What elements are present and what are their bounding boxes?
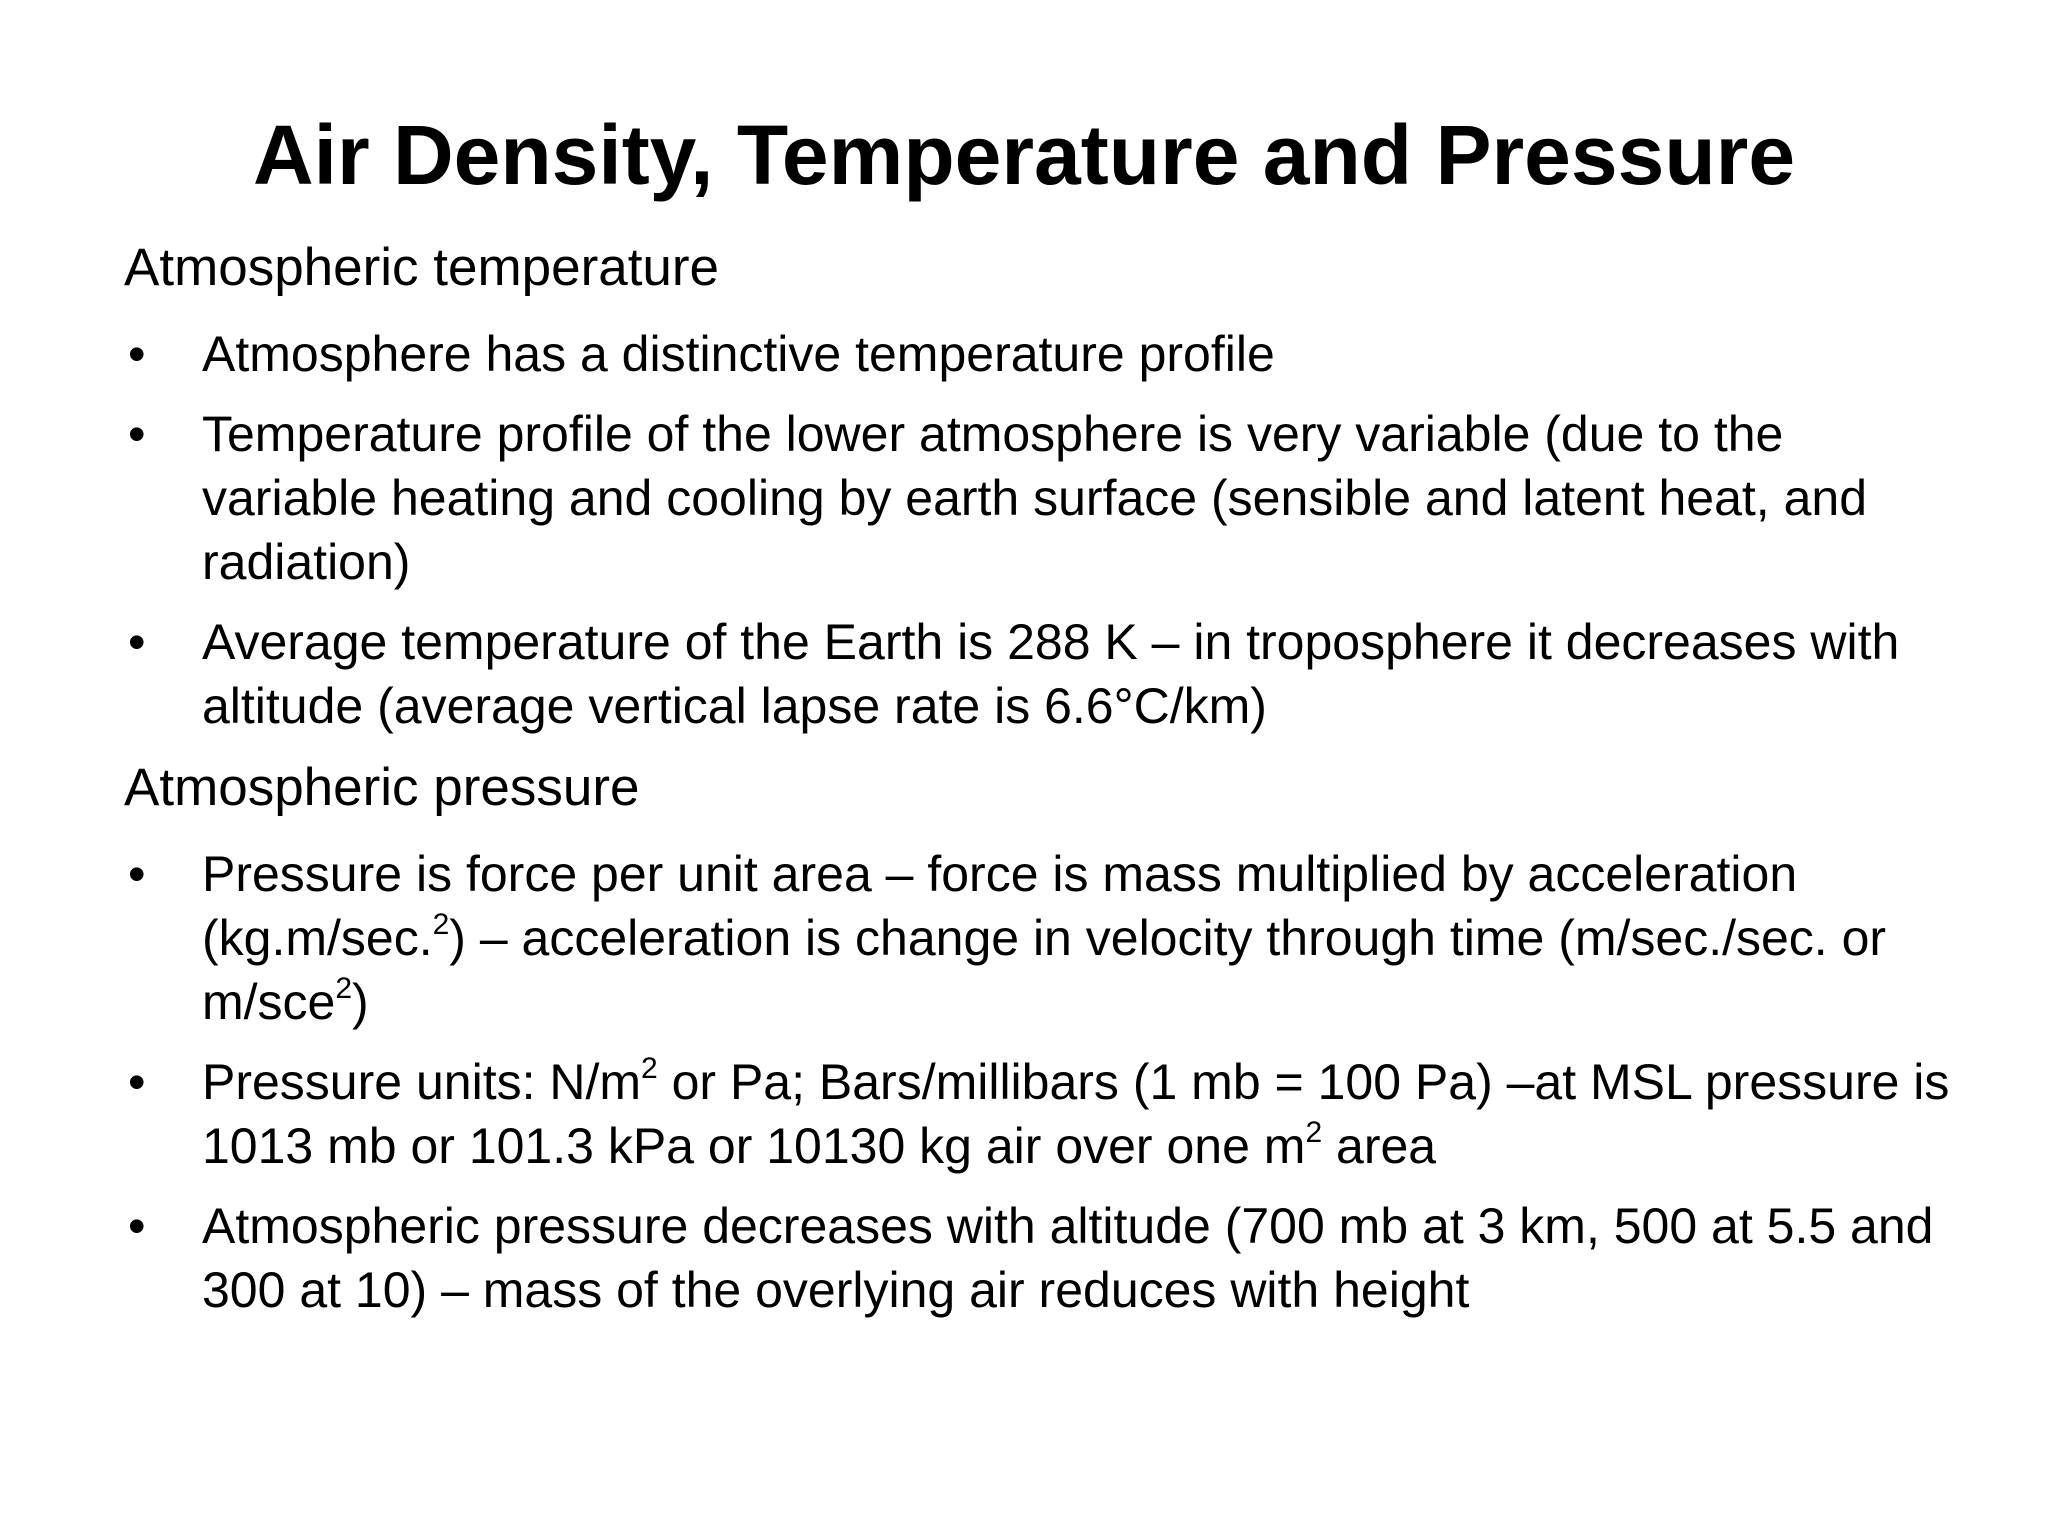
bullet-text: Temperature profile of the lower atmosphere is very variable (due to the variable heating and cooling by earth surface (sensible and latent heat, and radiation)	[202, 406, 1868, 590]
bullet-text: Atmospheric pressure decreases with altitude (700 mb at 3 km, 500 at 5.5 and 300 at 10) – mass of the overlying air reduces with height	[202, 1198, 1934, 1318]
slide-body	[124, 238, 1964, 1322]
superscript: 2	[1305, 1116, 1323, 1149]
bullet-item	[124, 842, 1964, 1034]
bullet-item	[124, 1194, 1964, 1322]
bullet-list-pressure	[124, 842, 1964, 1322]
bullet-list-temperature	[124, 322, 1964, 738]
bullet-icon: •	[128, 1198, 146, 1254]
bullet-text: Pressure is force per unit area – force is mass multiplied by acceleration (kg.m/sec.$^2$) – acceleration is change in velocity through time (m/sec./sec. or m/sce$^2$)	[202, 846, 1887, 1030]
bullet-icon: •	[128, 614, 146, 670]
superscript: 2	[641, 1052, 658, 1085]
bullet-icon: •	[128, 326, 146, 382]
bullet-item	[124, 610, 1964, 738]
superscript: 2	[335, 972, 353, 1005]
bullet-text: Atmosphere has a distinctive temperature profile	[202, 326, 1275, 382]
bullet-item	[124, 1050, 1964, 1178]
bullet-icon: •	[128, 1054, 146, 1110]
bullet-icon: •	[128, 406, 146, 462]
bullet-text: Pressure units: $N/m^2$ or Pa; Bars/millibars (1 mb = 100 Pa) –at MSL pressure is 1013 mb or 101.3 kPa or 10130 kg air over one $m^2$ area	[202, 1052, 1950, 1174]
section-heading-temperature: Atmospheric temperature	[124, 238, 720, 297]
bullet-item	[124, 322, 1964, 386]
section-heading-pressure: Atmospheric pressure	[124, 758, 640, 817]
bullet-icon: •	[128, 846, 146, 902]
bullet-item	[124, 402, 1964, 594]
superscript: 2	[432, 908, 450, 941]
bullet-text: Average temperature of the Earth is 288 K – in troposphere it decreases with altitude (average vertical lapse rate is 6.6°C/km)	[202, 614, 1900, 734]
slide-title: Air Density, Temperature and Pressure	[252, 108, 1796, 202]
